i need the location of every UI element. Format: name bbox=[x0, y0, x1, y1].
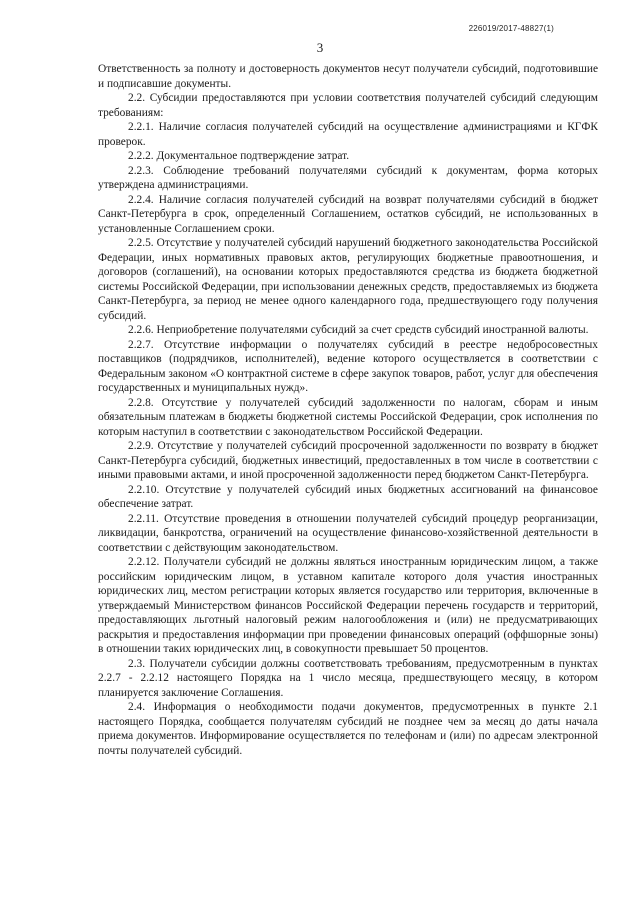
paragraph-2-2-7: 2.2.7. Отсутствие информации о получателях субсидий в реестре недобросовестных поставщиков (подрядчиков, исполнителей), ведение которого осуществляется в соответствии с Федеральным законом «О контрактной системе в сфере закупок товаров, работ, услуг для обеспечения государственных и муниципальных нужд». bbox=[98, 338, 598, 394]
paragraph-2-2-10: 2.2.10. Отсутствие у получателей субсидий иных бюджетных ассигнований на финансовое обеспечение затрат. bbox=[98, 483, 598, 510]
paragraph-2-2-6: 2.2.6. Неприобретение получателями субсидий за счет средств субсидий иностранной валюты. bbox=[128, 324, 589, 336]
paragraph-2-2-8: 2.2.8. Отсутствие у получателей субсидий задолженности по налогам, сборам и иным обязательным платежам в бюджеты бюджетной системы Российской Федерации, срок исполнения по которым наступил в соответствии с законодательством Российской Федерации. bbox=[98, 396, 598, 438]
document-body bbox=[98, 62, 598, 758]
paragraph-2-4: 2.4. Информация о необходимости подачи документов, предусмотренных в пункте 2.1 настоящего Порядка, сообщается получателям субсидий не позднее чем за месяц до даты начала приема документов. Информирование осуществляется по телефонам и (или) по адресам электронной почты получателей субсидий. bbox=[98, 701, 598, 757]
paragraph-2-2-3: 2.2.3. Соблюдение требований получателями субсидий к документам, форма которых утверждена администрациями. bbox=[98, 164, 598, 191]
document-id: 226019/2017-48827(1) bbox=[468, 24, 554, 33]
paragraph-responsibility: Ответственность за полноту и достоверность документов несут получатели субсидий, подготовившие и подписавшие документы. bbox=[98, 63, 598, 90]
paragraph-2-2-9: 2.2.9. Отсутствие у получателей субсидий просроченной задолженности по возврату в бюджет Санкт-Петербурга субсидий, бюджетных инвестиций, предоставленных в том числе в соответствии с иными правовыми актами, и иной просроченной задолженности перед бюджетом Санкт-Петербурга. bbox=[98, 440, 598, 481]
paragraph-2-2: 2.2. Субсидии предоставляются при условии соответствия получателей субсидий следующим требованиям: bbox=[98, 92, 598, 119]
paragraph-2-2-2: 2.2.2. Документальное подтверждение затрат. bbox=[128, 150, 350, 162]
paragraph-2-3: 2.3. Получатели субсидии должны соответствовать требованиям, предусмотренным в пунктах 2.2.7 - 2.2.12 настоящего Порядка на 1 число месяца, предшествующего месяцу, в котором планируется заключение Соглашения. bbox=[98, 657, 598, 699]
paragraph-2-2-11: 2.2.11. Отсутствие проведения в отношении получателей субсидий процедур реорганизации, ликвидации, банкротства, ограничений на осуществление финансово-хозяйственной деятельности в соответствии с действующим законодательством. bbox=[98, 512, 598, 554]
paragraph-2-2-5: 2.2.5. Отсутствие у получателей субсидий нарушений бюджетного законодательства Российской Федерации, иных нормативных правовых актов, регулирующих бюджетные правоотношения, и договоров (соглашений), на основании которых предоставляются средства из бюджета бюджетной системы Российской Федерации, при использовании денежных средств, предоставляемых из бюджета Санкт-Петербурга, за период не менее одного календарного года, предшествующего году получения субсидий. bbox=[98, 237, 598, 322]
paragraph-2-2-4: 2.2.4. Наличие согласия получателей субсидий на возврат получателями субсидий в бюджет Санкт-Петербурга в срок, определенный Соглашением, остатков субсидий, не использованных в установленные Соглашением сроки. bbox=[98, 193, 598, 235]
paragraph-2-2-12: 2.2.12. Получатели субсидий не должны являться иностранным юридическим лицом, а также российским юридическим лицом, в уставном капитале которого доля участия иностранных юридических лиц, местом регистрации которых является государство или территория, включенные в утверждаемый Министерством финансов Российской Федерации перечень государств и территорий, предоставляющих льготный налоговый режим налогообложения и (или) не предусматривающих раскрытия и предоставления информации при проведении финансовых операций (оффшорные зоны) в отношении таких юридических лиц, в совокупности превышает 50 процентов. bbox=[98, 556, 598, 655]
page-number: 3 bbox=[316, 40, 324, 55]
paragraph-2-2-1: 2.2.1. Наличие согласия получателей субсидий на осуществление администрациями и КГФК проверок. bbox=[98, 121, 598, 148]
